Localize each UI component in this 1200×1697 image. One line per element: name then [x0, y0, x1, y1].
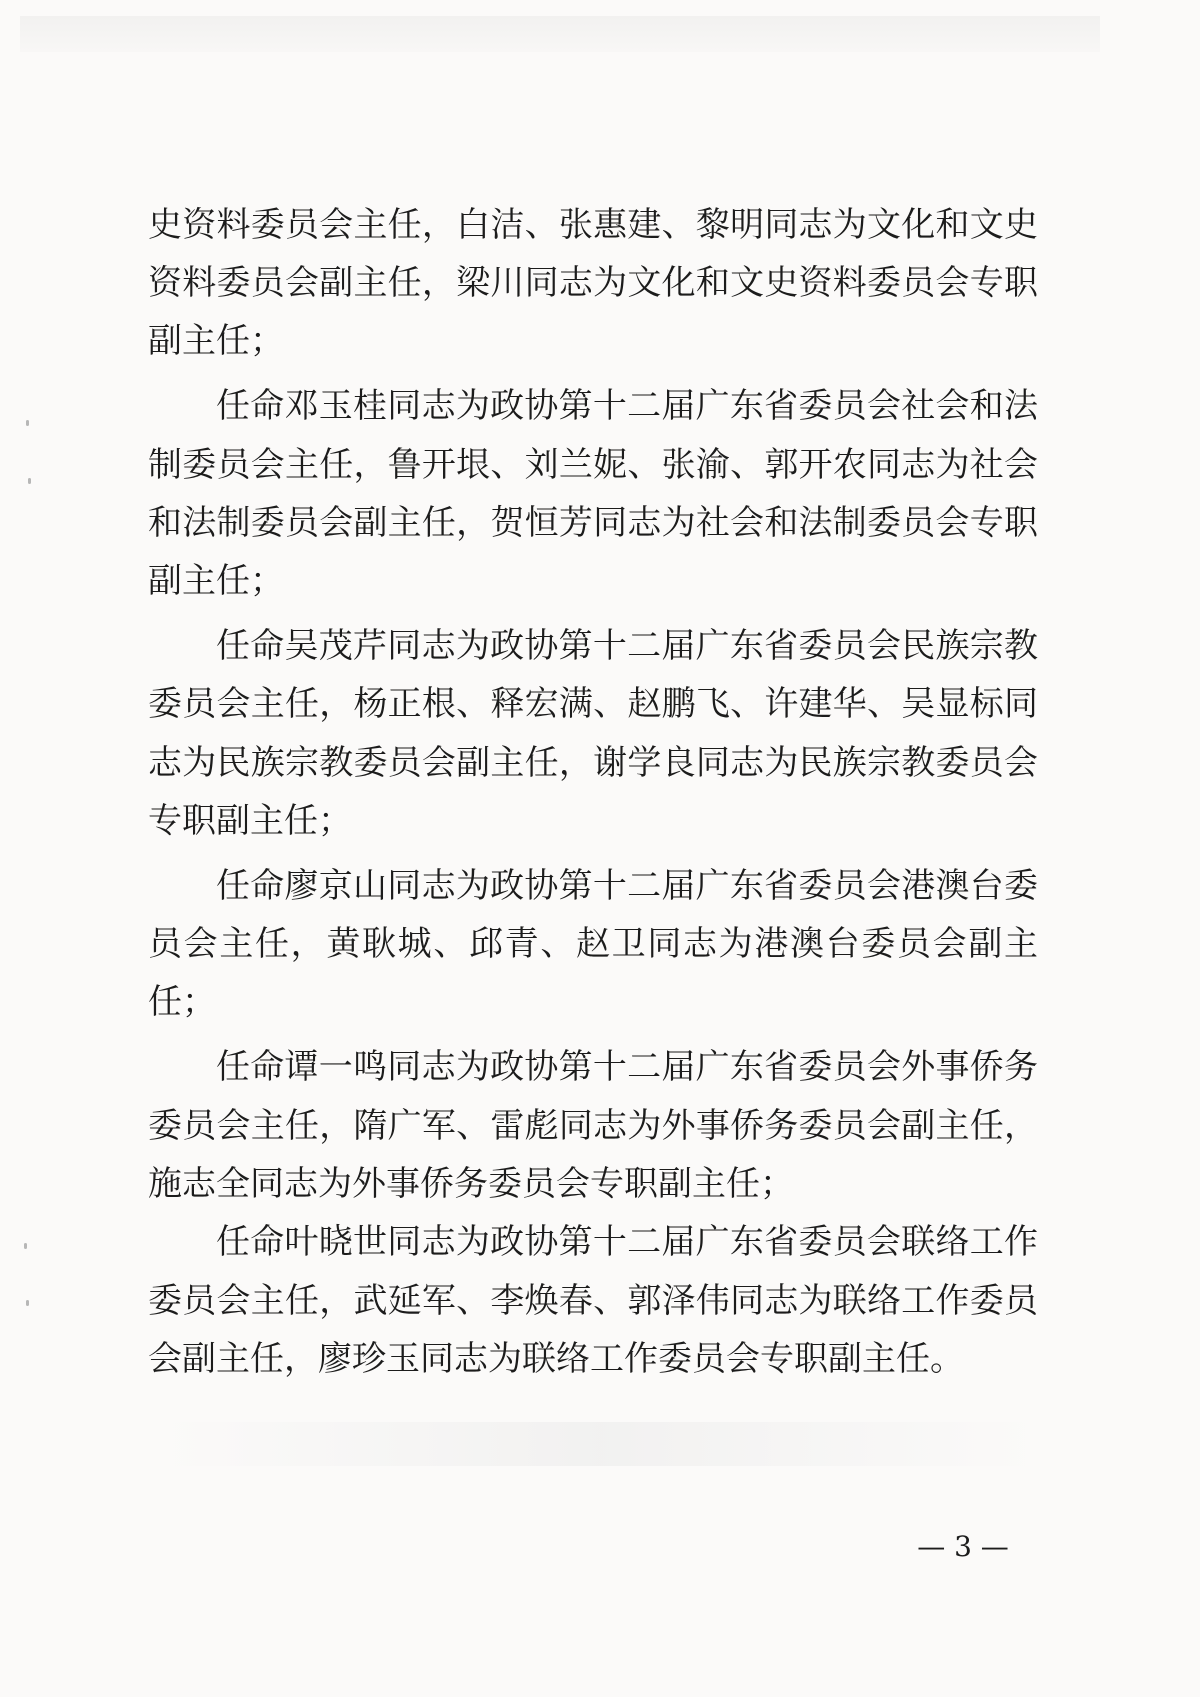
text-line: 任命吴茂芹同志为政协第十二届广东省委员会民族宗教	[216, 626, 1038, 666]
text-line: 委员会主任，武延军、李焕春、郭泽伟同志为联络工作委员	[148, 1281, 1038, 1321]
text-line: 资料委员会副主任，梁川同志为文化和文史资料委员会专职	[148, 263, 1038, 303]
text-line: 史资料委员会主任，白洁、张惠建、黎明同志为文化和文史	[148, 205, 1038, 245]
text-line: 任命谭一鸣同志为政协第十二届广东省委员会外事侨务	[216, 1047, 1038, 1087]
bleed-through-band	[160, 1422, 1040, 1466]
text-line: 和法制委员会副主任，贺恒芳同志为社会和法制委员会专职	[148, 503, 1038, 543]
text-line: 员会主任，黄耿城、邱青、赵卫同志为港澳台委员会副主	[148, 924, 1038, 964]
text-line: 施志全同志为外事侨务委员会专职副主任；	[148, 1164, 794, 1204]
text-line: 会副主任，廖珍玉同志为联络工作委员会专职副主任。	[148, 1339, 964, 1379]
text-line: 副主任；	[148, 321, 284, 361]
text-line: 委员会主任，隋广军、雷彪同志为外事侨务委员会副主任，	[148, 1106, 1038, 1146]
page-number: — 3 —	[917, 1530, 1009, 1563]
text-line: 委员会主任，杨正根、释宏满、赵鹏飞、许建华、吴显标同	[148, 684, 1038, 724]
text-line: 专职副主任；	[148, 801, 352, 841]
text-line: 志为民族宗教委员会副主任，谢学良同志为民族宗教委员会	[148, 743, 1038, 783]
text-line: 任；	[148, 982, 216, 1022]
text-line: 任命叶晓世同志为政协第十二届广东省委员会联络工作	[216, 1222, 1038, 1262]
text-line: 副主任；	[148, 561, 284, 601]
text-line: 任命邓玉桂同志为政协第十二届广东省委员会社会和法	[216, 386, 1038, 426]
text-line: 任命廖京山同志为政协第十二届广东省委员会港澳台委	[216, 866, 1038, 906]
text-line: 制委员会主任，鲁开垠、刘兰妮、张渝、郭开农同志为社会	[148, 445, 1038, 485]
